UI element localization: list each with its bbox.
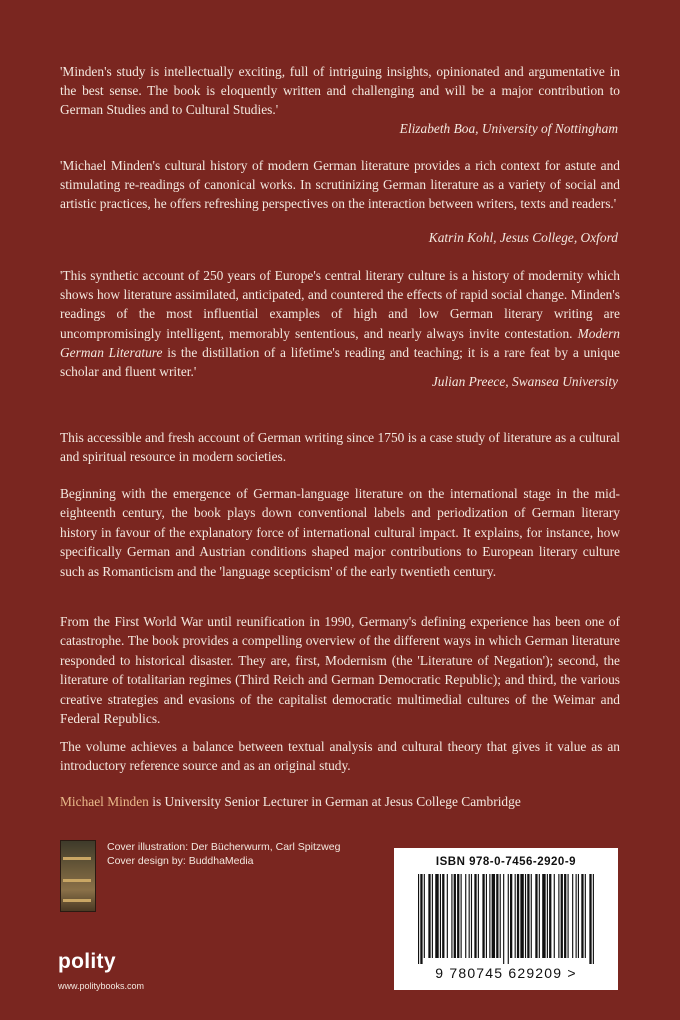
barcode-bar: [474, 874, 476, 958]
barcode-bar: [500, 874, 501, 958]
author-name: Michael Minden: [60, 794, 149, 809]
barcode-bar: [593, 874, 594, 964]
description-paragraph-4: The volume achieves a balance between textual analysis and cultural theory that gives it value as an introductory reference source and as an original study.: [60, 739, 620, 774]
barcode-bar: [432, 874, 433, 958]
barcode-bar: [418, 874, 419, 964]
barcode-bar: [554, 874, 555, 958]
isbn-label: ISBN 978-0-7456-2920-9: [435, 856, 577, 868]
description-paragraph-2: Beginning with the emergence of German-language literature on the international stage in the mid-eighteenth century, the book plays down conventional labels and periodization of German literary history in favour of the explanatory force of international cultural impact. It explains, for instance, how specifically German and Austrian conditions shaped major contributions to European literary culture such as Romanticism and the 'language scepticism' of the early twentieth century.: [60, 486, 620, 579]
isbn-barcode: [394, 848, 618, 990]
barcode-bar: [525, 874, 526, 958]
quote-preece-part1: 'This synthetic account of 250 years of Europe's central literary culture is a history of modernity which shows how literature assimilated, anticipated, and countered the effects of rapid social change. Minden's readings of the most influential examples of high and low German literary writing are uncompromisingly intelligent, memorably sententious, and nearly always invite contestation.: [60, 268, 620, 341]
cover-credits: [107, 840, 340, 868]
barcode-bars: [416, 874, 596, 964]
barcode-bar: [471, 874, 472, 958]
barcode-bar: [478, 874, 479, 958]
book-title-italic: Modern German Literature: [60, 325, 620, 360]
barcode-bar: [510, 874, 512, 958]
attribution-boa: Elizabeth Boa, University of Nottingham: [399, 121, 618, 136]
barcode-bar: [568, 874, 569, 958]
barcode-bar: [585, 874, 586, 958]
barcode-bar: [542, 874, 545, 958]
barcode-bar: [581, 874, 583, 958]
barcode-bar: [558, 874, 559, 958]
barcode-bar: [517, 874, 519, 958]
barcode-bar: [451, 874, 452, 958]
quote-preece: [60, 266, 620, 381]
barcode-bar: [576, 874, 577, 958]
quote-preece-part2: is the distillation of a lifetime's reading and teaching; it is a rare feat by a unique scholar and fluent writer.': [60, 344, 620, 380]
barcode-bar: [461, 874, 462, 958]
barcode-bar: [486, 874, 487, 958]
attribution-kohl: Katrin Kohl, Jesus College, Oxford: [428, 230, 618, 245]
barcode-bar: [447, 874, 448, 958]
barcode-bar: [465, 874, 466, 958]
barcode-bar: [457, 874, 459, 958]
publisher-url: www.politybooks.com: [58, 981, 145, 991]
barcode-bar: [578, 874, 579, 958]
barcode-bar: [482, 874, 484, 958]
barcode-bar: [549, 874, 551, 958]
barcode-bar: [492, 874, 495, 958]
barcode-bar: [589, 874, 591, 964]
barcode-digits: 9 780745 629209 >: [435, 965, 577, 981]
barcode-bar: [435, 874, 438, 958]
cover-illustration-thumbnail: [60, 840, 96, 912]
barcode-bar: [503, 874, 504, 964]
barcode-bar: [496, 874, 498, 958]
quote-kohl: 'Michael Minden's cultural history of modern German literature provides a rich context for astute and stimulating re-readings of canonical works. In scrutinizing German literature as a variety of social and artistic practices, he offers refreshing perspectives on the interaction between writers, texts and readers.': [60, 158, 620, 212]
barcode-bar: [547, 874, 548, 958]
barcode-bar: [531, 874, 532, 958]
barcode-bar: [440, 874, 441, 958]
barcode-bar: [520, 874, 523, 958]
barcode-bar: [442, 874, 444, 958]
cover-illustration-credit: Cover illustration: Der Bücherwurm, Carl Spitzweg: [107, 841, 341, 853]
barcode-bar: [539, 874, 540, 958]
barcode-bar: [469, 874, 470, 958]
author-bio-text: is University Senior Lecturer in German at Jesus College Cambridge: [148, 794, 521, 809]
quote-boa: 'Minden's study is intellectually exciting, full of intriguing insights, opinionated and argumentative in the best sense. The book is eloquently written and challenging and will be a major contribution to German Studies and to Cultural Studies.': [60, 64, 620, 118]
barcode-bar: [561, 874, 563, 958]
barcode-bar: [564, 874, 566, 958]
barcode-bar: [454, 874, 456, 958]
barcode-bar: [489, 874, 490, 958]
author-bio: [60, 792, 620, 811]
barcode-bar: [527, 874, 529, 958]
barcode-bar: [535, 874, 537, 958]
barcode-bar: [420, 874, 422, 964]
barcode-bar: [515, 874, 516, 958]
cover-design-credit: Cover design by: BuddhaMedia: [107, 855, 254, 867]
barcode-bar: [572, 874, 573, 958]
barcode-bar: [424, 874, 425, 958]
barcode-bar: [428, 874, 430, 958]
description-paragraph-1: This accessible and fresh account of German writing since 1750 is a case study of literature as a cultural and spiritual resource in modern societies.: [60, 430, 620, 465]
attribution-preece: Julian Preece, Swansea University: [431, 374, 618, 389]
publisher-logo: polity: [58, 950, 116, 973]
description-paragraph-3: From the First World War until reunification in 1990, Germany's defining experience has been one of catastrophe. The book provides a compelling overview of the different ways in which German literature responded to historical disaster. They are, first, Modernism (the 'Literature of Negation'); second, the literature of totalitarian regimes (Third Reich and German Democratic Republic); and third, the various creative strategies and evasions of the capitalist democratic multimedial cultures of the Weimar and Federal Republics.: [60, 614, 620, 727]
barcode-bar: [508, 874, 509, 964]
